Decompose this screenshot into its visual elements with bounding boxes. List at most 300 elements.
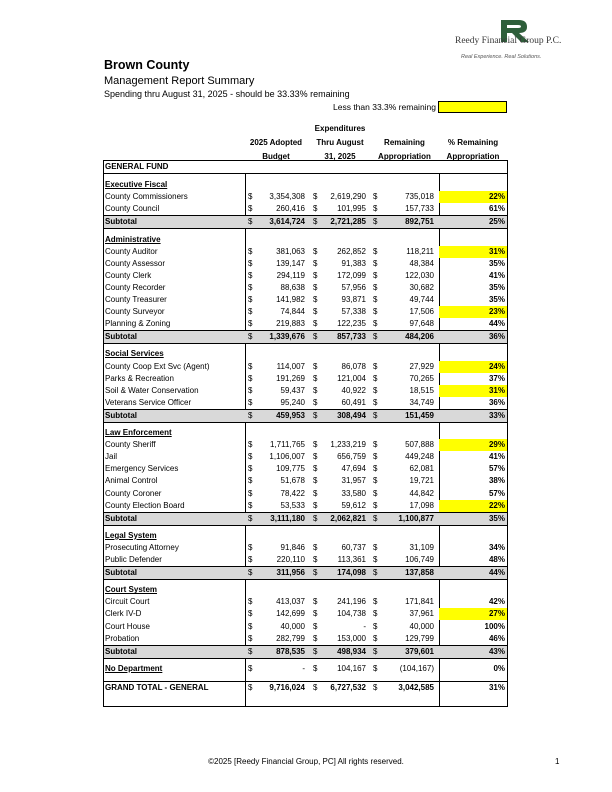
company-logo bbox=[455, 20, 585, 68]
currency-symbol: $ bbox=[373, 410, 378, 420]
currency-symbol: $ bbox=[313, 295, 318, 304]
table-row bbox=[104, 258, 507, 270]
cell-rem: 118,211 bbox=[406, 246, 434, 256]
col-header-remaining: Remaining Appropriation bbox=[378, 138, 431, 161]
cell-budget: 109,775 bbox=[276, 464, 305, 474]
cell-rem: 484,206 bbox=[405, 332, 434, 342]
currency-symbol: $ bbox=[248, 295, 253, 304]
currency-symbol: $ bbox=[373, 332, 378, 342]
currency-symbol: $ bbox=[313, 555, 318, 564]
row-label: Probation bbox=[105, 633, 140, 643]
row-label: Subtotal bbox=[105, 568, 137, 578]
cell-rem: 151,459 bbox=[405, 410, 434, 420]
section-header bbox=[104, 348, 507, 360]
cell-budget: 141,982 bbox=[276, 295, 305, 304]
table-row bbox=[104, 488, 507, 500]
cell-rem: 379,601 bbox=[405, 646, 434, 656]
currency-symbol: $ bbox=[248, 204, 253, 214]
cell-pct: 44% bbox=[488, 568, 505, 578]
currency-symbol: $ bbox=[313, 307, 318, 317]
cell-budget: 139,147 bbox=[276, 258, 305, 268]
row-label: County Clerk bbox=[105, 270, 152, 280]
currency-symbol: $ bbox=[373, 476, 378, 486]
cell-rem: 40,000 bbox=[409, 621, 434, 631]
row-label: Subtotal bbox=[105, 513, 137, 523]
currency-symbol: $ bbox=[373, 397, 378, 407]
cell-exp: 59,612 bbox=[341, 500, 366, 510]
table-row bbox=[104, 554, 507, 566]
currency-symbol: $ bbox=[313, 542, 318, 552]
row-label: County Election Board bbox=[105, 500, 185, 510]
cell-exp: 31,957 bbox=[341, 476, 366, 486]
currency-symbol: $ bbox=[313, 385, 318, 395]
cell-exp: 91,383 bbox=[341, 258, 366, 268]
cell-exp: 33,580 bbox=[341, 488, 366, 498]
currency-symbol: $ bbox=[373, 295, 378, 304]
cell-budget: 459,953 bbox=[276, 410, 305, 420]
subtotal-row bbox=[104, 645, 507, 659]
cell-rem: 3,042,585 bbox=[398, 682, 434, 692]
table-row bbox=[104, 361, 507, 373]
currency-symbol: $ bbox=[313, 373, 318, 383]
highlight-legend-swatch bbox=[438, 101, 507, 113]
cell-pct: 33% bbox=[488, 410, 505, 420]
cell-rem: 70,265 bbox=[409, 373, 434, 383]
row-label: Public Defender bbox=[105, 555, 162, 564]
fund-header bbox=[104, 161, 507, 174]
currency-symbol: $ bbox=[313, 621, 318, 631]
col-header-pct-remaining: % Remaining Appropriation bbox=[446, 138, 500, 161]
row-label: Law Enforcement bbox=[105, 428, 172, 437]
row-label: County Surveyor bbox=[105, 307, 165, 317]
table-row bbox=[104, 318, 507, 330]
row-label: County Auditor bbox=[105, 246, 158, 256]
currency-symbol: $ bbox=[248, 555, 253, 564]
cell-rem: 129,799 bbox=[405, 633, 434, 643]
cell-budget: 74,844 bbox=[280, 307, 305, 317]
currency-symbol: $ bbox=[373, 488, 378, 498]
cell-budget: 9,716,024 bbox=[269, 682, 305, 692]
currency-symbol: $ bbox=[248, 192, 253, 202]
cell-rem: 449,248 bbox=[405, 452, 434, 462]
subtotal-row bbox=[104, 215, 507, 229]
currency-symbol: $ bbox=[313, 270, 318, 280]
currency-symbol: $ bbox=[313, 464, 318, 474]
row-label: No Department bbox=[105, 663, 163, 673]
cell-budget: - bbox=[302, 663, 305, 673]
currency-symbol: $ bbox=[313, 319, 318, 329]
cell-rem: 507,888 bbox=[405, 440, 434, 450]
table-row bbox=[104, 270, 507, 282]
cell-pct-highlighted: 31% bbox=[439, 385, 507, 397]
currency-symbol: $ bbox=[373, 500, 378, 510]
currency-symbol: $ bbox=[248, 597, 253, 607]
cell-exp: 113,361 bbox=[337, 555, 366, 564]
row-label: Social Services bbox=[105, 349, 164, 359]
cell-exp: 241,196 bbox=[337, 597, 366, 607]
row-label: County Assessor bbox=[105, 258, 166, 268]
currency-symbol: $ bbox=[313, 597, 318, 607]
table-row bbox=[104, 500, 507, 512]
currency-symbol: $ bbox=[248, 410, 253, 420]
cell-exp: 122,235 bbox=[337, 319, 366, 329]
row-label: Jail bbox=[105, 452, 118, 462]
cell-budget: 413,037 bbox=[276, 597, 305, 607]
cell-rem: 171,841 bbox=[405, 597, 434, 607]
cell-exp: - bbox=[363, 621, 366, 631]
row-label: Veterans Service Officer bbox=[105, 397, 192, 407]
row-label: Court House bbox=[105, 621, 150, 631]
currency-symbol: $ bbox=[373, 555, 378, 564]
currency-symbol: $ bbox=[248, 246, 253, 256]
row-label: County Sheriff bbox=[105, 440, 156, 450]
row-label: Executive Fiscal bbox=[105, 180, 168, 190]
currency-symbol: $ bbox=[313, 246, 318, 256]
table-row bbox=[104, 596, 507, 608]
cell-budget: 294,119 bbox=[276, 270, 305, 280]
currency-symbol: $ bbox=[373, 361, 378, 371]
table-row bbox=[104, 397, 507, 409]
cell-exp: 6,727,532 bbox=[330, 682, 366, 692]
table-row bbox=[104, 385, 507, 397]
cell-rem: 122,030 bbox=[405, 270, 434, 280]
row-label: County Recorder bbox=[105, 282, 166, 292]
cell-rem: 62,081 bbox=[409, 464, 434, 474]
cell-budget: 3,614,724 bbox=[269, 217, 305, 227]
table-row bbox=[104, 294, 507, 306]
row-label: GRAND TOTAL - GENERAL bbox=[105, 682, 209, 692]
currency-symbol: $ bbox=[248, 682, 253, 692]
cell-budget: 88,638 bbox=[280, 282, 305, 292]
currency-symbol: $ bbox=[373, 513, 378, 523]
currency-symbol: $ bbox=[248, 452, 253, 462]
currency-symbol: $ bbox=[248, 361, 253, 371]
cell-budget: 78,422 bbox=[280, 488, 305, 498]
cell-exp: 262,852 bbox=[337, 246, 366, 256]
cell-pct: 34% bbox=[488, 542, 505, 552]
currency-symbol: $ bbox=[373, 621, 378, 631]
currency-symbol: $ bbox=[248, 663, 253, 673]
cell-exp: 1,233,219 bbox=[330, 440, 366, 450]
currency-symbol: $ bbox=[373, 542, 378, 552]
row-label: Administrative bbox=[105, 234, 161, 244]
subtotal-row bbox=[104, 512, 507, 526]
currency-symbol: $ bbox=[248, 440, 253, 450]
cell-budget: 114,007 bbox=[276, 361, 305, 371]
row-label: Circuit Court bbox=[105, 597, 150, 607]
cell-exp: 174,098 bbox=[337, 568, 366, 578]
cell-rem: 137,858 bbox=[405, 568, 434, 578]
cell-pct-highlighted: 23% bbox=[439, 306, 507, 318]
currency-symbol: $ bbox=[248, 307, 253, 317]
section-header bbox=[104, 427, 507, 439]
row-label: Subtotal bbox=[105, 410, 137, 420]
cell-exp: 153,000 bbox=[337, 633, 366, 643]
currency-symbol: $ bbox=[248, 319, 253, 329]
section-header bbox=[104, 234, 507, 246]
row-label: Court System bbox=[105, 585, 158, 595]
cell-exp: 2,619,290 bbox=[330, 192, 366, 202]
cell-rem: 106,749 bbox=[405, 555, 434, 564]
currency-symbol: $ bbox=[313, 682, 318, 692]
cell-budget: 53,533 bbox=[280, 500, 305, 510]
cell-budget: 219,883 bbox=[276, 319, 305, 329]
currency-symbol: $ bbox=[313, 633, 318, 643]
currency-symbol: $ bbox=[248, 270, 253, 280]
currency-symbol: $ bbox=[373, 246, 378, 256]
cell-exp: 2,721,285 bbox=[330, 217, 366, 227]
cell-rem: 19,721 bbox=[409, 476, 434, 486]
table-row bbox=[104, 451, 507, 463]
cell-rem: 157,733 bbox=[405, 204, 434, 214]
cell-budget: 1,106,007 bbox=[269, 452, 305, 462]
cell-rem: 1,100,877 bbox=[398, 513, 434, 523]
currency-symbol: $ bbox=[373, 270, 378, 280]
row-label: Subtotal bbox=[105, 646, 137, 656]
currency-symbol: $ bbox=[248, 633, 253, 643]
cell-budget: 95,240 bbox=[280, 397, 305, 407]
cell-pct: 36% bbox=[488, 332, 505, 342]
cell-exp: 104,738 bbox=[337, 609, 366, 619]
currency-symbol: $ bbox=[313, 440, 318, 450]
currency-symbol: $ bbox=[248, 488, 253, 498]
cell-exp: 47,694 bbox=[341, 464, 366, 474]
table-row bbox=[104, 282, 507, 294]
row-label: County Coop Ext Svc (Agent) bbox=[105, 361, 210, 371]
currency-symbol: $ bbox=[313, 568, 318, 578]
cell-exp: 40,922 bbox=[341, 385, 366, 395]
copyright-footer: ©2025 [Reedy Financial Group, PC] All rights reserved. bbox=[208, 757, 404, 766]
cell-budget: 91,846 bbox=[280, 542, 305, 552]
currency-symbol: $ bbox=[313, 204, 318, 214]
subtotal-row bbox=[104, 566, 507, 580]
budget-table bbox=[103, 160, 508, 707]
currency-symbol: $ bbox=[248, 282, 253, 292]
table-row bbox=[104, 475, 507, 487]
logo-name: Reedy Financial Group P.C. bbox=[455, 36, 562, 46]
cell-rem: 27,929 bbox=[409, 361, 434, 371]
currency-symbol: $ bbox=[248, 542, 253, 552]
currency-symbol: $ bbox=[313, 217, 318, 227]
currency-symbol: $ bbox=[248, 385, 253, 395]
currency-symbol: $ bbox=[373, 452, 378, 462]
currency-symbol: $ bbox=[313, 488, 318, 498]
cell-budget: 40,000 bbox=[280, 621, 305, 631]
table-row bbox=[104, 633, 507, 645]
row-label: Subtotal bbox=[105, 217, 137, 227]
cell-pct: 25% bbox=[488, 217, 505, 227]
col-header-expenditures: Expenditures Thru August 31, 2025 bbox=[314, 124, 366, 161]
row-label: County Commissioners bbox=[105, 192, 188, 202]
cell-exp: 60,737 bbox=[341, 542, 366, 552]
table-row bbox=[104, 306, 507, 318]
cell-rem: 17,506 bbox=[409, 307, 434, 317]
row-label: Animal Control bbox=[105, 476, 158, 486]
table-row bbox=[104, 191, 507, 203]
cell-pct: 35% bbox=[488, 513, 505, 523]
cell-budget: 260,416 bbox=[276, 204, 305, 214]
cell-rem: 17,098 bbox=[409, 500, 434, 510]
currency-symbol: $ bbox=[248, 332, 253, 342]
currency-symbol: $ bbox=[313, 500, 318, 510]
row-label: Prosecuting Attorney bbox=[105, 542, 179, 552]
cell-exp: 57,338 bbox=[341, 307, 366, 317]
section-header bbox=[104, 179, 507, 191]
currency-symbol: $ bbox=[313, 258, 318, 268]
row-label: GENERAL FUND bbox=[105, 162, 169, 171]
cell-exp: 121,004 bbox=[337, 373, 366, 383]
cell-pct: 35% bbox=[488, 282, 505, 292]
currency-symbol: $ bbox=[373, 646, 378, 656]
subtotal-row bbox=[104, 330, 507, 344]
cell-budget: 311,956 bbox=[276, 568, 305, 578]
cell-rem: 48,384 bbox=[409, 258, 434, 268]
currency-symbol: $ bbox=[373, 373, 378, 383]
currency-symbol: $ bbox=[373, 440, 378, 450]
row-label: Soil & Water Conservation bbox=[105, 385, 199, 395]
cell-pct: 46% bbox=[488, 633, 505, 643]
currency-symbol: $ bbox=[313, 476, 318, 486]
table-row bbox=[104, 621, 507, 633]
table-row bbox=[104, 542, 507, 554]
currency-symbol: $ bbox=[373, 385, 378, 395]
cell-pct: 43% bbox=[488, 646, 505, 656]
cell-exp: 101,995 bbox=[337, 204, 366, 214]
table-row bbox=[104, 463, 507, 475]
cell-pct-highlighted: 24% bbox=[439, 361, 507, 373]
cell-exp: 656,759 bbox=[337, 452, 366, 462]
row-label: Planning & Zoning bbox=[105, 319, 171, 329]
cell-exp: 57,956 bbox=[341, 282, 366, 292]
currency-symbol: $ bbox=[313, 332, 318, 342]
currency-symbol: $ bbox=[313, 397, 318, 407]
row-label: County Coroner bbox=[105, 488, 162, 498]
currency-symbol: $ bbox=[373, 633, 378, 643]
cell-exp: 93,871 bbox=[341, 295, 366, 304]
table-row bbox=[104, 439, 507, 451]
subtotal-row bbox=[104, 409, 507, 423]
cell-pct: 35% bbox=[488, 295, 505, 304]
cell-pct: 61% bbox=[488, 204, 505, 214]
currency-symbol: $ bbox=[313, 513, 318, 523]
currency-symbol: $ bbox=[248, 373, 253, 383]
table-row bbox=[104, 246, 507, 258]
currency-symbol: $ bbox=[248, 258, 253, 268]
section-header bbox=[104, 584, 507, 596]
row-label: Clerk IV-D bbox=[105, 609, 142, 619]
cell-pct: 31% bbox=[488, 682, 505, 692]
cell-pct: 100% bbox=[484, 621, 505, 631]
cell-budget: 381,063 bbox=[276, 246, 305, 256]
currency-symbol: $ bbox=[373, 282, 378, 292]
cell-rem: 18,515 bbox=[409, 385, 434, 395]
cell-rem: 37,961 bbox=[409, 609, 434, 619]
cell-pct-highlighted: 31% bbox=[439, 246, 507, 258]
currency-symbol: $ bbox=[248, 646, 253, 656]
cell-budget: 220,110 bbox=[276, 555, 305, 564]
cell-exp: 857,733 bbox=[337, 332, 366, 342]
currency-symbol: $ bbox=[313, 361, 318, 371]
currency-symbol: $ bbox=[373, 258, 378, 268]
report-subtitle: Management Report Summary bbox=[104, 75, 255, 87]
row-label: Emergency Services bbox=[105, 464, 179, 474]
report-title: Brown County bbox=[104, 58, 190, 72]
table-row bbox=[104, 203, 507, 215]
table-row bbox=[104, 663, 507, 675]
cell-pct-highlighted: 22% bbox=[439, 500, 507, 512]
currency-symbol: $ bbox=[373, 682, 378, 692]
cell-rem: 30,682 bbox=[409, 282, 434, 292]
cell-rem: 892,751 bbox=[405, 217, 434, 227]
currency-symbol: $ bbox=[373, 464, 378, 474]
cell-pct: 38% bbox=[488, 476, 505, 486]
table-row bbox=[104, 373, 507, 385]
currency-symbol: $ bbox=[313, 192, 318, 202]
currency-symbol: $ bbox=[313, 282, 318, 292]
page-number: 1 bbox=[555, 757, 560, 766]
currency-symbol: $ bbox=[373, 204, 378, 214]
cell-exp: 104,167 bbox=[337, 663, 366, 673]
cell-rem: (104,167) bbox=[399, 663, 434, 673]
cell-pct: 57% bbox=[488, 488, 505, 498]
row-label: County Council bbox=[105, 204, 160, 214]
cell-exp: 60,491 bbox=[341, 397, 366, 407]
row-label: Legal System bbox=[105, 530, 157, 540]
cell-budget: 59,437 bbox=[280, 385, 305, 395]
spending-note: Spending thru August 31, 2025 - should be 33.33% remaining bbox=[104, 89, 350, 99]
cell-pct: 44% bbox=[488, 319, 505, 329]
currency-symbol: $ bbox=[313, 609, 318, 619]
cell-pct: 48% bbox=[488, 555, 505, 564]
highlight-legend-label: Less than 33.3% remaining bbox=[333, 102, 437, 112]
cell-pct: 41% bbox=[488, 270, 505, 280]
currency-symbol: $ bbox=[248, 609, 253, 619]
cell-exp: 498,934 bbox=[337, 646, 366, 656]
section-header bbox=[104, 530, 507, 542]
cell-rem: 44,842 bbox=[409, 488, 434, 498]
cell-pct-highlighted: 27% bbox=[439, 608, 507, 620]
cell-rem: 735,018 bbox=[405, 192, 434, 202]
cell-budget: 282,799 bbox=[276, 633, 305, 643]
currency-symbol: $ bbox=[373, 307, 378, 317]
cell-pct: 36% bbox=[488, 397, 505, 407]
currency-symbol: $ bbox=[373, 217, 378, 227]
cell-budget: 1,711,765 bbox=[270, 440, 305, 450]
currency-symbol: $ bbox=[248, 500, 253, 510]
currency-symbol: $ bbox=[248, 621, 253, 631]
currency-symbol: $ bbox=[313, 410, 318, 420]
cell-pct: 41% bbox=[488, 452, 505, 462]
currency-symbol: $ bbox=[373, 568, 378, 578]
currency-symbol: $ bbox=[248, 217, 253, 227]
cell-budget: 878,535 bbox=[276, 646, 305, 656]
cell-pct: 37% bbox=[488, 373, 505, 383]
table-row bbox=[104, 608, 507, 620]
row-label: County Treasurer bbox=[105, 295, 167, 304]
cell-budget: 191,269 bbox=[276, 373, 305, 383]
cell-rem: 97,648 bbox=[409, 319, 434, 329]
row-label: Parks & Recreation bbox=[105, 373, 174, 383]
col-header-budget: 2025 Adopted Budget bbox=[249, 138, 303, 161]
cell-rem: 31,109 bbox=[409, 542, 434, 552]
currency-symbol: $ bbox=[373, 319, 378, 329]
currency-symbol: $ bbox=[248, 568, 253, 578]
cell-exp: 2,062,821 bbox=[330, 513, 366, 523]
cell-pct-highlighted: 29% bbox=[439, 439, 507, 451]
currency-symbol: $ bbox=[248, 464, 253, 474]
cell-exp: 308,494 bbox=[337, 410, 366, 420]
cell-rem: 49,744 bbox=[409, 295, 434, 304]
